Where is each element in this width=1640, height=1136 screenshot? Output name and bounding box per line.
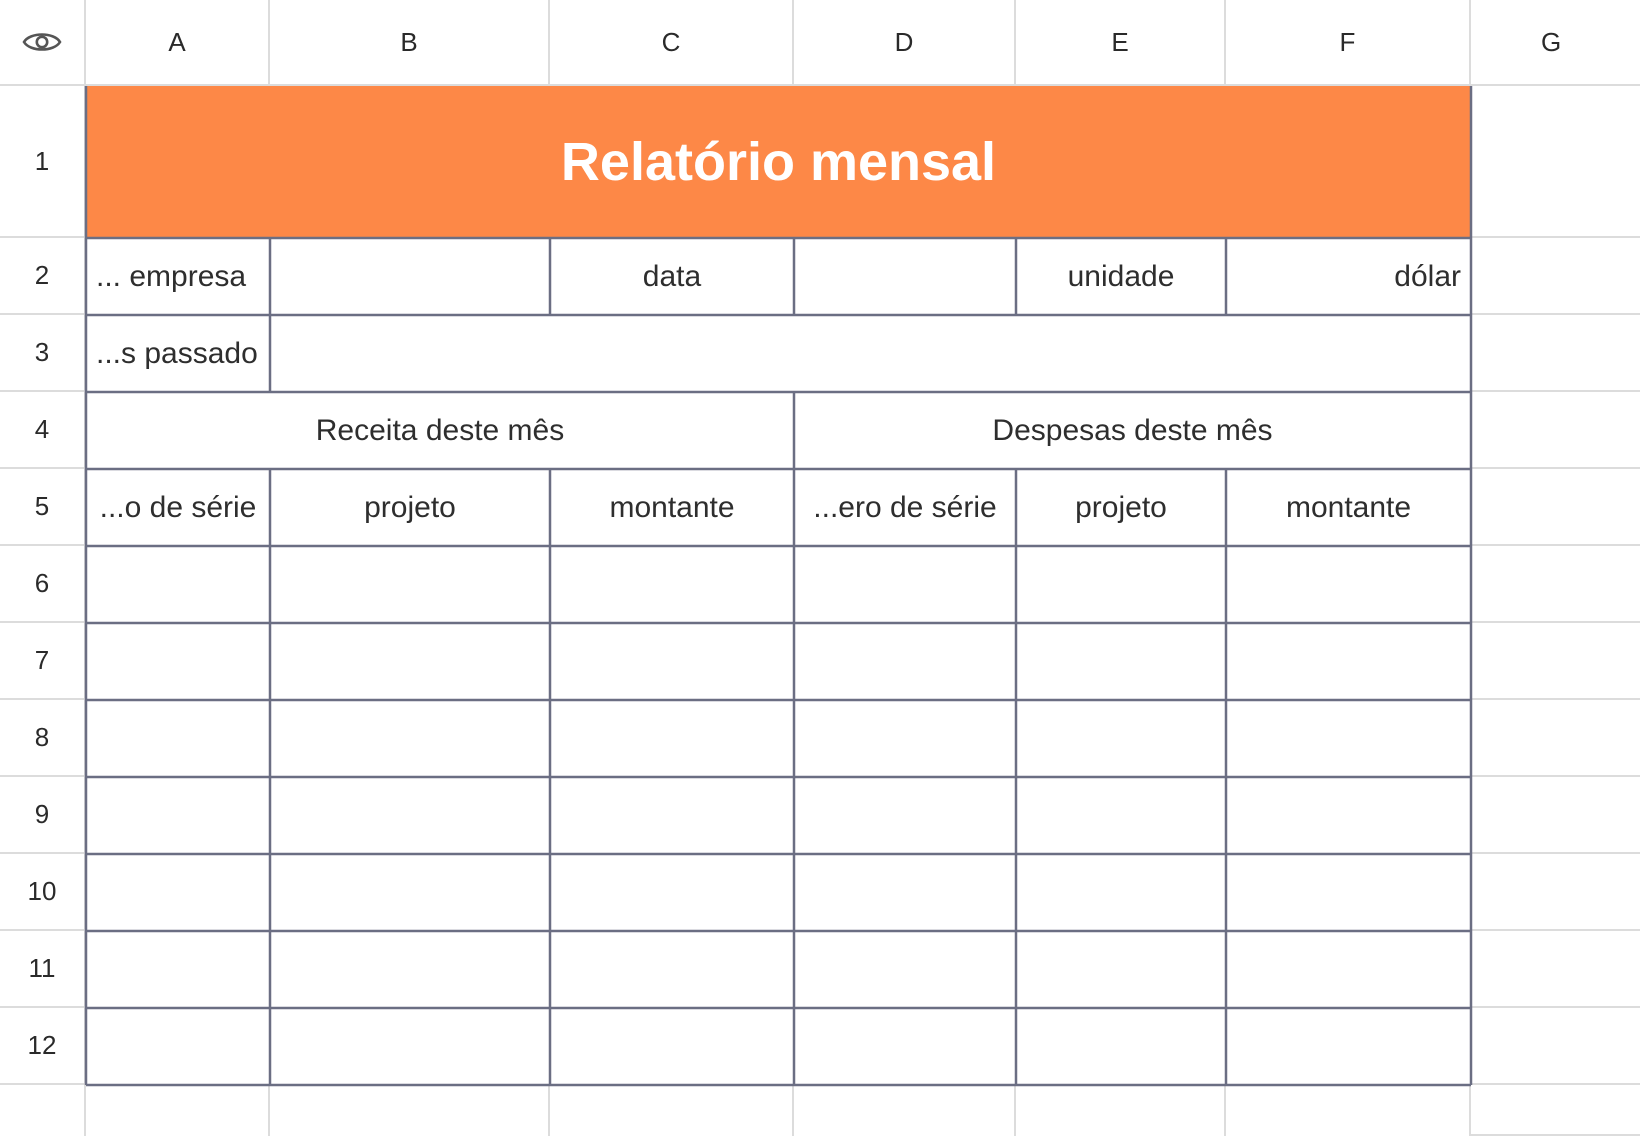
cell-partial-c[interactable] [550, 1085, 794, 1136]
cell-g2[interactable] [1471, 238, 1640, 315]
row-header-10[interactable]: 10 [0, 854, 86, 931]
table-cell-e6[interactable] [1016, 546, 1226, 623]
cell-g3[interactable] [1471, 315, 1640, 392]
revenue-project-header[interactable]: projeto [270, 469, 550, 546]
row-header-2[interactable]: 2 [0, 238, 86, 315]
table-cell-d6[interactable] [794, 546, 1016, 623]
table-cell-c11[interactable] [550, 931, 794, 1008]
select-all-corner[interactable] [0, 0, 86, 86]
row-header-9[interactable]: 9 [0, 777, 86, 854]
table-cell-d8[interactable] [794, 700, 1016, 777]
table-cell-b6[interactable] [270, 546, 550, 623]
table-cell-f11[interactable] [1226, 931, 1471, 1008]
table-cell-d9[interactable] [794, 777, 1016, 854]
table-cell-e11[interactable] [1016, 931, 1226, 1008]
expense-serial-header[interactable]: ...ero de série [794, 469, 1016, 546]
table-cell-b9[interactable] [270, 777, 550, 854]
table-cell-f6[interactable] [1226, 546, 1471, 623]
table-cell-a7[interactable] [86, 623, 270, 700]
table-cell-f10[interactable] [1226, 854, 1471, 931]
last-month-value[interactable] [270, 315, 1471, 392]
table-cell-c10[interactable] [550, 854, 794, 931]
table-cell-e12[interactable] [1016, 1008, 1226, 1085]
table-cell-c6[interactable] [550, 546, 794, 623]
column-header-g[interactable]: G [1471, 0, 1640, 86]
table-cell-f7[interactable] [1226, 623, 1471, 700]
cell-partial-b[interactable] [270, 1085, 550, 1136]
cell-g6[interactable] [1471, 546, 1640, 623]
table-cell-d11[interactable] [794, 931, 1016, 1008]
cell-g7[interactable] [1471, 623, 1640, 700]
unit-value[interactable]: dólar [1226, 238, 1471, 315]
table-cell-b7[interactable] [270, 623, 550, 700]
cell-g13[interactable] [1471, 1085, 1640, 1136]
row-header-7[interactable]: 7 [0, 623, 86, 700]
table-cell-e8[interactable] [1016, 700, 1226, 777]
table-cell-f8[interactable] [1226, 700, 1471, 777]
date-label[interactable]: data [550, 238, 794, 315]
column-header-d[interactable]: D [794, 0, 1016, 86]
row-header-5[interactable]: 5 [0, 469, 86, 546]
row-header-4[interactable]: 4 [0, 392, 86, 469]
column-header-b[interactable]: B [270, 0, 550, 86]
expenses-header[interactable]: Despesas deste mês [794, 392, 1471, 469]
row-header-partial[interactable] [0, 1085, 86, 1136]
table-cell-c7[interactable] [550, 623, 794, 700]
table-cell-d12[interactable] [794, 1008, 1016, 1085]
table-cell-f9[interactable] [1226, 777, 1471, 854]
table-cell-c8[interactable] [550, 700, 794, 777]
cell-g5[interactable] [1471, 469, 1640, 546]
cell-g9[interactable] [1471, 777, 1640, 854]
cell-partial-d[interactable] [794, 1085, 1016, 1136]
expense-project-header[interactable]: projeto [1016, 469, 1226, 546]
table-cell-a9[interactable] [86, 777, 270, 854]
table-cell-a11[interactable] [86, 931, 270, 1008]
table-cell-c9[interactable] [550, 777, 794, 854]
cell-g11[interactable] [1471, 931, 1640, 1008]
table-cell-b8[interactable] [270, 700, 550, 777]
cell-g8[interactable] [1471, 700, 1640, 777]
report-title[interactable]: Relatório mensal [86, 86, 1471, 238]
table-cell-b10[interactable] [270, 854, 550, 931]
expense-amount-header[interactable]: montante [1226, 469, 1471, 546]
cell-partial-e[interactable] [1016, 1085, 1226, 1136]
table-cell-f12[interactable] [1226, 1008, 1471, 1085]
cell-partial-a[interactable] [86, 1085, 270, 1136]
table-cell-a6[interactable] [86, 546, 270, 623]
table-cell-a10[interactable] [86, 854, 270, 931]
table-cell-d10[interactable] [794, 854, 1016, 931]
row-header-6[interactable]: 6 [0, 546, 86, 623]
column-header-c[interactable]: C [550, 0, 794, 86]
column-header-a[interactable]: A [86, 0, 270, 86]
eye-icon[interactable] [22, 28, 62, 56]
table-cell-b11[interactable] [270, 931, 550, 1008]
table-cell-e7[interactable] [1016, 623, 1226, 700]
column-header-f[interactable]: F [1226, 0, 1471, 86]
row-header-11[interactable]: 11 [0, 931, 86, 1008]
cell-partial-f[interactable] [1226, 1085, 1471, 1136]
cell-g4[interactable] [1471, 392, 1640, 469]
unit-label[interactable]: unidade [1016, 238, 1226, 315]
row-header-1[interactable]: 1 [0, 86, 86, 238]
revenue-amount-header[interactable]: montante [550, 469, 794, 546]
table-cell-c12[interactable] [550, 1008, 794, 1085]
column-header-e[interactable]: E [1016, 0, 1226, 86]
date-value[interactable] [794, 238, 1016, 315]
table-cell-a8[interactable] [86, 700, 270, 777]
revenue-serial-header[interactable]: ...o de série [86, 469, 270, 546]
cell-g1[interactable] [1471, 86, 1640, 238]
company-label[interactable]: ... empresa [86, 238, 270, 315]
cell-g12[interactable] [1471, 1008, 1640, 1085]
last-month-label[interactable]: ...s passado [86, 315, 270, 392]
company-value[interactable] [270, 238, 550, 315]
table-cell-e10[interactable] [1016, 854, 1226, 931]
cell-g10[interactable] [1471, 854, 1640, 931]
table-cell-b12[interactable] [270, 1008, 550, 1085]
row-header-8[interactable]: 8 [0, 700, 86, 777]
table-cell-a12[interactable] [86, 1008, 270, 1085]
table-cell-e9[interactable] [1016, 777, 1226, 854]
row-header-12[interactable]: 12 [0, 1008, 86, 1085]
table-cell-d7[interactable] [794, 623, 1016, 700]
revenue-header[interactable]: Receita deste mês [86, 392, 794, 469]
row-header-3[interactable]: 3 [0, 315, 86, 392]
